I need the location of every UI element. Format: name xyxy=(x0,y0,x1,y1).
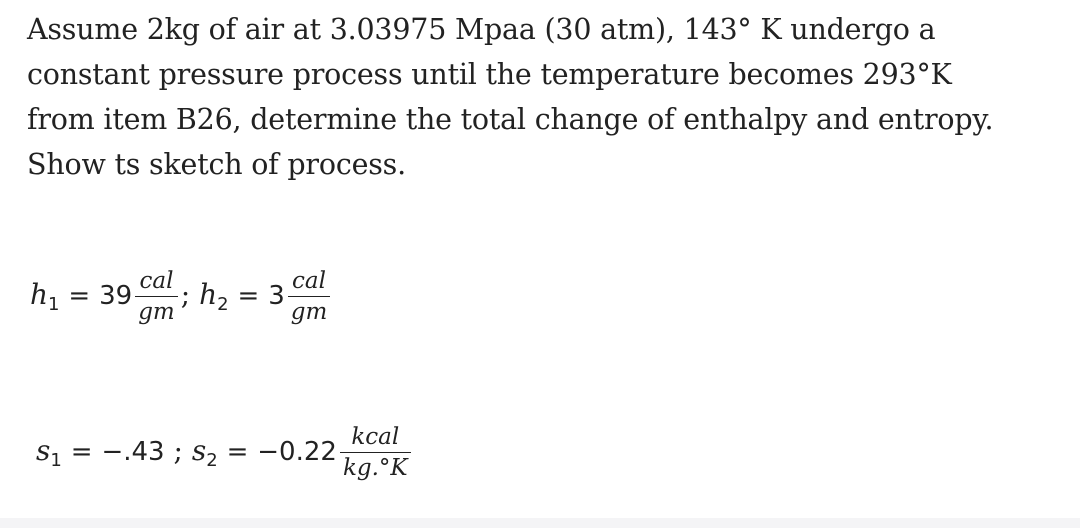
s1-subscript: 1 xyxy=(50,450,62,471)
problem-line-3: from item B26, determine the total change of enthalpy and entropy. xyxy=(27,103,994,136)
h1-variable: h xyxy=(30,278,49,311)
enthalpy-separator: ; xyxy=(180,278,191,311)
entropy-equation xyxy=(36,422,414,483)
h1-unit-numerator: cal xyxy=(135,266,178,297)
bottom-divider xyxy=(0,518,1080,528)
s1-variable: s xyxy=(36,434,51,467)
h2-value: 3 xyxy=(268,281,285,311)
h1-subscript: 1 xyxy=(48,294,60,315)
h1-unit-fraction xyxy=(135,266,178,327)
h1-unit-denominator: gm xyxy=(138,299,175,325)
enthalpy-equation xyxy=(30,266,333,327)
s1-equals: = xyxy=(70,437,93,467)
s2-subscript: 2 xyxy=(206,450,218,471)
s1-value: −.43 xyxy=(101,437,165,467)
h1-equals: = xyxy=(68,281,91,311)
s-unit-fraction xyxy=(340,422,411,483)
h2-variable: h xyxy=(199,278,218,311)
s-unit-numerator: kcal xyxy=(340,422,411,453)
h1-value: 39 xyxy=(99,281,133,311)
s-unit-denominator: kg.°K xyxy=(342,455,408,481)
s2-variable: s xyxy=(191,434,207,467)
s2-equals: = xyxy=(226,437,249,467)
entropy-separator: ; xyxy=(173,434,183,467)
problem-line-4: Show ts sketch of process. xyxy=(27,148,406,181)
h2-unit-numerator: cal xyxy=(288,266,331,297)
s2-value: −0.22 xyxy=(257,437,337,467)
h2-equals: = xyxy=(237,281,260,311)
h2-subscript: 2 xyxy=(217,294,229,315)
problem-line-1: Assume 2kg of air at 3.03975 Mpaa (30 atm), 143° K undergo a xyxy=(27,13,936,46)
problem-statement xyxy=(27,7,1067,187)
problem-line-2: constant pressure process until the temperature becomes 293°K xyxy=(27,58,952,91)
h2-unit-denominator: gm xyxy=(290,299,328,325)
h2-unit-fraction xyxy=(288,266,331,327)
